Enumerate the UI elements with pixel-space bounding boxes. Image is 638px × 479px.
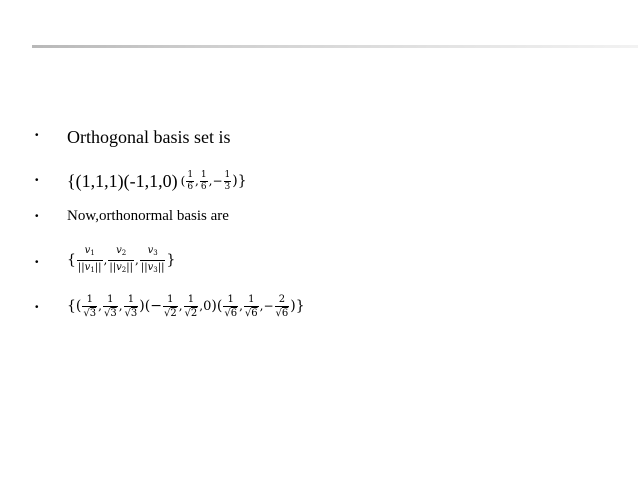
v-symbol: v bbox=[116, 244, 122, 256]
paren-close-brace: )} bbox=[290, 298, 305, 314]
fraction-2-sqrt6 bbox=[275, 293, 290, 320]
norm-bars: || bbox=[157, 261, 165, 273]
numerator: 1 bbox=[227, 293, 234, 305]
minus-sign: − bbox=[212, 174, 223, 188]
radicand: 2 bbox=[170, 307, 177, 319]
sqrt-symbol: √ bbox=[244, 307, 252, 319]
sqrt-symbol: √ bbox=[275, 307, 282, 319]
denominator bbox=[103, 306, 118, 320]
sqrt-symbol: √ bbox=[163, 307, 171, 319]
norm-bars: || bbox=[126, 261, 133, 273]
fraction-1-3 bbox=[224, 170, 232, 193]
zero: 0 bbox=[203, 298, 212, 314]
line-basis-vectors bbox=[67, 166, 247, 196]
subscript: 3 bbox=[153, 265, 158, 274]
radicand: 6 bbox=[281, 307, 289, 319]
basis-vectors-prefix: {(1,1,1)(-1,1,0) bbox=[67, 170, 178, 191]
comma: , bbox=[259, 299, 264, 313]
denominator bbox=[140, 260, 166, 277]
denominator bbox=[163, 306, 178, 320]
subscript: 2 bbox=[121, 265, 127, 274]
numerator: 1 bbox=[86, 293, 93, 305]
denominator bbox=[77, 260, 103, 277]
fraction-v2-norm bbox=[108, 244, 134, 277]
v-symbol: v bbox=[147, 261, 154, 273]
comma: , bbox=[98, 299, 102, 313]
denominator bbox=[108, 260, 134, 277]
denominator: 6 bbox=[187, 181, 194, 192]
comma: , bbox=[178, 299, 183, 313]
paren-open: ( bbox=[180, 174, 186, 188]
comma: , bbox=[199, 299, 204, 313]
numerator: 1 bbox=[187, 293, 195, 305]
comma: , bbox=[239, 299, 243, 313]
numerator: 1 bbox=[224, 169, 231, 180]
denominator bbox=[223, 306, 238, 320]
numerator: 1 bbox=[107, 293, 114, 305]
numerator: 1 bbox=[127, 293, 135, 305]
radicand: 2 bbox=[190, 307, 198, 319]
fraction-1-sqrt3-c bbox=[124, 293, 139, 320]
denominator bbox=[82, 306, 97, 320]
fraction-1-6-a bbox=[186, 170, 194, 193]
line-orthogonal-basis bbox=[67, 125, 231, 149]
radicand: 3 bbox=[110, 307, 117, 319]
bullet-5: • bbox=[35, 302, 39, 313]
radicand: 3 bbox=[89, 307, 97, 319]
numerator: 2 bbox=[278, 293, 286, 305]
denominator bbox=[275, 306, 290, 320]
fraction-v1-norm bbox=[77, 244, 103, 277]
radicand: 6 bbox=[230, 307, 238, 319]
denominator bbox=[184, 306, 199, 320]
numerator bbox=[84, 244, 96, 260]
orthonormal-intro-text: Now,orthonormal basis are bbox=[67, 207, 229, 224]
orthogonal-basis-text: Orthogonal basis set is bbox=[67, 126, 231, 147]
denominator bbox=[244, 306, 259, 320]
bullet-3: • bbox=[35, 211, 39, 222]
comma: , bbox=[135, 253, 139, 267]
line-normalized-vectors bbox=[67, 243, 175, 277]
brace-close: } bbox=[166, 252, 176, 268]
sqrt-symbol: √ bbox=[224, 307, 231, 319]
bullet-4: • bbox=[35, 257, 39, 268]
v-symbol: v bbox=[84, 261, 91, 273]
fraction-1-sqrt2-a bbox=[163, 293, 178, 320]
fraction-1-sqrt6-b bbox=[244, 293, 259, 320]
numerator: 1 bbox=[187, 169, 194, 180]
numerator bbox=[115, 244, 127, 260]
v-symbol: v bbox=[147, 244, 154, 256]
paren-close-open-minus: )(− bbox=[139, 298, 162, 314]
title-divider bbox=[32, 45, 638, 48]
fraction-1-sqrt2-b bbox=[184, 293, 199, 320]
comma: , bbox=[195, 174, 199, 188]
subscript: 2 bbox=[121, 248, 127, 257]
paren-close-brace: )} bbox=[232, 173, 247, 189]
v-symbol: v bbox=[116, 261, 122, 273]
fraction-1-sqrt6-a bbox=[223, 293, 238, 320]
denominator: 6 bbox=[200, 181, 207, 192]
bullet-1: • bbox=[35, 130, 39, 141]
line-orthonormal-vectors bbox=[67, 288, 305, 324]
norm-bars: || bbox=[94, 261, 102, 273]
fraction-1-sqrt3-b bbox=[103, 293, 118, 320]
v-symbol: v bbox=[84, 244, 91, 256]
sqrt-symbol: √ bbox=[184, 307, 191, 319]
brace-open: { bbox=[67, 252, 76, 268]
sqrt-symbol: √ bbox=[103, 307, 111, 319]
bullet-2: • bbox=[35, 175, 39, 186]
norm-bars: || bbox=[109, 261, 117, 273]
line-orthonormal-intro bbox=[67, 205, 229, 227]
denominator: 3 bbox=[224, 181, 231, 192]
minus-sign: − bbox=[263, 299, 274, 313]
numerator: 1 bbox=[248, 293, 255, 305]
numerator: 1 bbox=[200, 169, 207, 180]
radicand: 6 bbox=[251, 307, 258, 319]
numerator: 1 bbox=[167, 293, 174, 305]
brace-paren-open: {( bbox=[67, 298, 82, 314]
subscript: 1 bbox=[90, 265, 95, 274]
radicand: 3 bbox=[130, 307, 138, 319]
fraction-1-sqrt3-a bbox=[82, 293, 97, 320]
comma: , bbox=[208, 174, 213, 188]
fraction-1-6-b bbox=[200, 170, 208, 193]
norm-bars: || bbox=[140, 261, 148, 273]
denominator bbox=[124, 306, 139, 320]
subscript: 3 bbox=[153, 248, 158, 257]
norm-bars: || bbox=[77, 261, 85, 273]
sqrt-symbol: √ bbox=[124, 307, 131, 319]
comma: , bbox=[118, 299, 123, 313]
numerator bbox=[147, 244, 159, 260]
comma: , bbox=[103, 253, 108, 267]
sqrt-symbol: √ bbox=[83, 307, 90, 319]
fraction-v3-norm bbox=[140, 244, 166, 277]
paren-close-open: )( bbox=[211, 298, 223, 314]
subscript: 1 bbox=[90, 248, 95, 257]
